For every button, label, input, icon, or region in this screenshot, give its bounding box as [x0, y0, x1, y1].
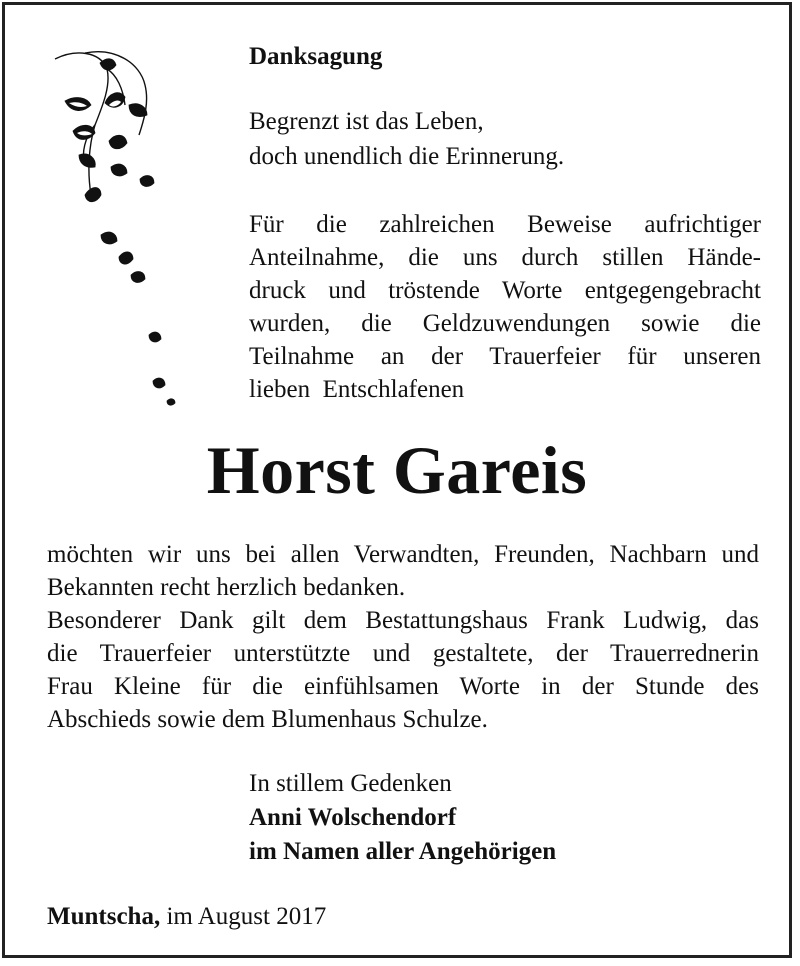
intro-line: Für die zahlreichen Beweise aufrichtiger [249, 211, 761, 238]
intro-line: Teilnahme an der Trauerfeier für unseren [249, 343, 761, 370]
intro-paragraph [249, 208, 761, 406]
date: im August 2017 [166, 903, 327, 930]
body-line: Abschieds sowie dem Blumenhaus Schulze. [47, 706, 488, 733]
intro-line: lieben Entschlafenen [249, 376, 465, 403]
body-line: Bekannten recht herzlich bedanken. [47, 574, 406, 601]
intro-line: druck und tröstende Worte entgegengebracht [249, 277, 761, 304]
obituary-notice [2, 2, 792, 958]
intro-line: Anteilnahme, die uns durch stillen Hände- [249, 244, 761, 271]
heading: Danksagung [249, 43, 383, 70]
body-line: möchten wir uns bei allen Verwandten, Freunden, Nachbarn und [47, 541, 759, 568]
motto-line: Begrenzt ist das Leben, [249, 108, 484, 135]
closing-block [249, 767, 556, 869]
place: Muntscha, [47, 903, 161, 930]
deceased-name: Horst Gareis [206, 432, 588, 508]
motto-line: doch unendlich die Erinnerung. [249, 143, 565, 170]
body-line: Frau Kleine für die einfühlsamen Worte in der Stunde des [47, 673, 759, 700]
body-line: die Trauerfeier unterstützte und gestaltete, der Trauerrednerin [47, 640, 759, 667]
falling-leaves-icon [45, 45, 195, 425]
motto [249, 104, 564, 174]
closing-phrase: In stillem Gedenken [249, 770, 452, 797]
body-line: Besonderer Dank gilt dem Bestattungshaus Frank Ludwig, das [47, 607, 759, 634]
intro-line: wurden, die Geldzuwendungen sowie die [249, 310, 761, 337]
place-date-line [47, 903, 326, 931]
thanks-paragraph [47, 538, 759, 736]
on-behalf-line: im Namen aller Angehörigen [249, 838, 557, 865]
signer-name: Anni Wolschendorf [249, 804, 457, 831]
